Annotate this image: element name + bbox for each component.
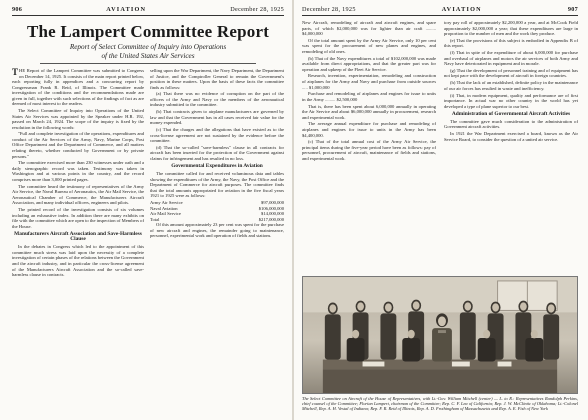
body-paragraph: The committee exercised more than 230 witnesses under oath and a daily stenographic record was taken. Testimony was taken in Washington and at various points in the country, and the record comprises more than 3,000 printed pages. [12,160,144,182]
body-paragraph: In the debates in Congress which led to the appointment of this committee much stress was laid upon the necessity of a complete investigation of certain phases of the relations between the Government and the aircraft industry, and in particular the cross-license agreement of the Manufacturers Aircraft Association and the so-called save-harmless clause in contracts. [12,244,144,278]
finding-paragraph: (f) That in spite of the expenditure of about 6,000,000 for purchase and overhaul of airplanes and motors the air services of both Army and Navy have deteriorated in equipment and in morale. [444,50,578,67]
body-paragraph: New Aircraft, remodeling of aircraft and aircraft engines, and spare parts, of which $2,000,000 was for lighter than air craft ......... $4,000,000 [302,20,436,37]
body-paragraph: Purchase and remodeling of airplanes and engines for issue to units in the Army ......... $2,500,000 [302,91,436,102]
left-page-number: 906 [12,5,23,13]
right-magazine-name: AVIATION [441,5,482,13]
left-column-2 [150,68,284,414]
body-paragraph: tory pay roll of approximately $2,200,000 a year, and at McCook Field approximately $2,000,000 a year; that these expenditures are large in proportion to the number of men and the work they produce. [444,20,578,37]
body-paragraph: selling upon the War Department, the Navy Department, the Department of Justice, and the Comptroller General to remain the Government's position in these matters. Upon the basis of these facts the committee finds as follows: [150,68,284,90]
right-head-rule [302,15,578,16]
finding-paragraph: (i) That, in modern equipment, quality and performance are of first importance. In actual war no other country in the world has yet developed a type of plane superior to our best. [444,92,578,109]
left-magazine-name: AVIATION [106,5,147,13]
section-heading-expenditures: Governmental Expenditures in Aviation [171,163,263,169]
finding-paragraph: (b) That of the Navy expenditures a total of $102,000,000 was made available from direct appropriations, and that the greater part was for operation and upkeep of the Fleet Air Service. [302,55,436,72]
left-running-head [12,4,284,14]
right-issue-date: December 28, 1925 [302,5,356,13]
committee-group-photo [302,276,578,394]
right-column-1 [302,20,436,272]
finding-paragraph: (g) That the development of personnel training and of equipment has not kept pace with the development of aircraft in foreign countries. [444,67,578,79]
finding-paragraph: (b) That contracts given to airplane manufacturers are governed by law and that the Government has in all cases received fair value for the money expended. [150,109,284,126]
expenditure-value: $97,000,000 [261,199,284,205]
body-paragraph: The printed record of the investigation consists of six volumes including an exhaustive index. In addition there are many exhibits on file with the committee which are open to the inspection of Members of the House. [12,207,144,229]
expenditure-value: $217,000,000 [258,216,284,222]
page-gutter [292,0,294,420]
body-paragraph: The Select Committee of Inquiry into Operations of the United States Air Services was appointed by the Speaker under H.R. 192, passed on March 24, 1924. The scope of the inquiry is fixed by the resolution in the following words: [12,108,144,130]
photo-caption: The Select Committee on Aircraft of the House of Representatives, with Lt.-Gov. William Mitchell (center) — L. to R.: Representatives Randolph Perkins, chief counsel of the Committee; Florian Lampert, chairman of the Committee; Rep. C. F. Lea of California; Rep. J. W. McClintic of Oklahoma; Lt.-Colonel Mitchell, Rep. A. H. Vestal of Indiana; Rep. F. R. Reid of Illinois, Rep. A. D. Frothingham of Massachusetts and Rep. A. E. Fish of New York [302,396,578,412]
body-paragraph: Of this amount approximately 23 per cent was spent for the purchase of new aircraft and engines, the remainder going to maintenance, personnel, experimental work and operation of fields and stations. [150,222,284,239]
expenditure-table [150,200,284,222]
article-title: The Lampert Committee Report [26,22,270,41]
finding-paragraph: (e) That the provisions of this subject is embodied in Appendix B of this report. [444,37,578,49]
section-heading-administration: Administration of Governmental Aircraft Activities [451,110,571,117]
body-paragraph: The average annual expenditure for purchase and remodeling of airplanes and engines for issue to units in the Army has been $4,400,000. [302,121,436,138]
finding-paragraph: (c) That of the total annual cost of the Army Air Service, the principal items during the five-year period have been as follows: pay of personnel, procurement of aircraft, maintenance of fields and stations, and experimental work. [302,139,436,161]
committee-photo-image [303,277,577,393]
article-subtitle [12,43,284,61]
body-paragraph: "Full and complete investigation of the operations, expenditures and conduct of the Air Services of the Army, Navy, Marine Corps, Post Office Department and the Department of Commerce, and all matters relating thereto, whether conducted by Government or by private persons." [12,131,144,159]
drop-cap: T [12,68,19,77]
article-subtitle-line-1: Report of Select Committee of Inquiry into Operations [69,43,227,51]
expenditure-value: $14,000,000 [261,211,284,217]
article-subtitle-line-2: of the United States Air Services [101,52,195,60]
section-heading-manufacturers: Manufacturers Aircraft Association and Save-Harmless Clause [14,230,142,243]
title-rule [40,63,256,64]
expenditure-label: Naval Aviation [150,205,178,211]
body-paragraph: Research, invention, experimentation, remodeling and construction of airplanes for the Army and Navy and purchase from outside sources ..... $1,000,000 [302,73,436,90]
expenditure-label: Air Mail Service [150,211,181,217]
expenditure-value: $106,000,000 [258,205,284,211]
left-head-rule [12,15,284,16]
finding-paragraph: (h) That the lack of an established, definite policy in the maintenance of our air forces has resulted in waste and inefficiency. [444,80,578,91]
body-paragraph: In 1921 the War Department exercised a board, known as the Air Service Board, to consider the question of a united air service. [444,130,578,142]
right-column-2 [444,20,578,272]
expenditure-label: Army Air Service [150,199,183,205]
intro-paragraph [12,68,144,107]
left-column-1 [12,68,144,414]
body-paragraph: That is, there has been spent about 6,000,000 annually in operating the Air Service and about $6,000,000 annually in procurement, research and experimental work. [302,103,436,120]
right-running-head [302,4,578,14]
expenditure-label: Total [150,216,160,222]
right-page-number: 907 [567,5,578,13]
body-paragraph: The committee gave much consideration to the administration of Government aircraft activities. [444,118,578,130]
body-paragraph: The committee heard the testimony of representatives of the Army Air Service, the Naval Bureau of Aeronautics, the Air Mail Service, the Aeronautical Chamber of Commerce, the Manufacturers Aircraft Association, and many individual officers, engineers and pilots. [12,183,144,206]
body-paragraph: The committee called for and received voluminous data and tables showing the expenditures of the Army, the Navy, the Post Office and the Department of Commerce for aircraft purposes. The committee finds that the total amounts appropriated for aviation in the five fiscal years 1921 to 1925 were as follows: [150,171,284,199]
finding-paragraph: (a) That there was no evidence of corruption on the part of the officers of the Army and Navy or the members of the aeronautical industry submitted to the committee. [150,91,284,108]
left-issue-date: December 28, 1925 [230,5,284,13]
finding-paragraph: (c) That the charges and the allegations that have existed as to the cross-license agreement are not sustained by the evidence before the committee. [150,127,284,144]
intro-text: HE Report of the Lampert Committee was submitted to Congress on December 14, 1925. It consists of the main report printed below, each reporting fully in appendices and a concurring report by Congressman Frank R. Reid, of Illinois. The Committee made investigation of the conditions and the recommendations made are given in full, together with such selections of the findings of fact as are deemed of most interest to the readers. [12,68,144,107]
body-paragraph: Of the total amount spent by the Army Air Service, only 10 per cent was spent for the procurement of new planes and engines, and remodeling of old ones. [302,37,436,54]
finding-paragraph: (d) That the so-called "save-harmless" clause in all contracts for aircraft has been inserted for the protection of the Government against claims for infringement and has resulted in no loss. [150,144,284,161]
